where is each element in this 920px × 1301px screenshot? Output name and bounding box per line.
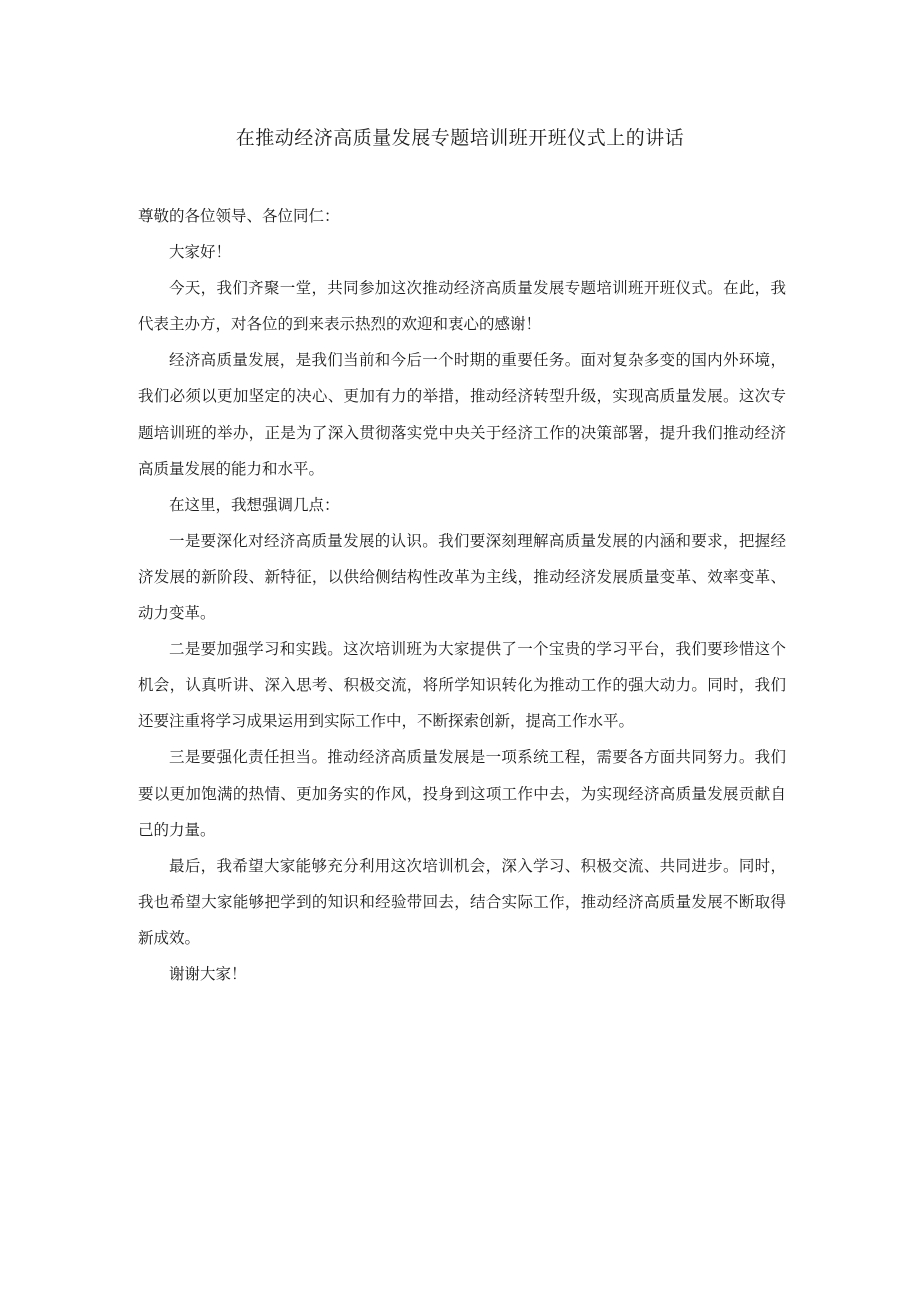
paragraph-thanks: 谢谢大家！ [169, 964, 247, 983]
paragraph-point-one: 一是要深化对经济高质量发展的认识。我们要深刻理解高质量发展的内涵和要求，把握经济发展的新阶段、新特征，以供给侧结构性改革为主线，推动经济发展质量变革、效率变革、动力变革。 [138, 531, 786, 623]
document-title: 在推动经济高质量发展专题培训班开班仪式上的讲话 [235, 127, 685, 149]
paragraph-emphasis-intro: 在这里，我想强调几点： [169, 495, 340, 514]
paragraph-point-two: 二是要加强学习和实践。这次培训班为大家提供了一个宝贵的学习平台，我们要珍惜这个机会，认真听讲、深入思考、积极交流，将所学知识转化为推动工作的强大动力。同时，我们还要注重将学习成果运用到实际工作中，不断探索创新，提高工作水平。 [138, 640, 786, 731]
paragraph-importance: 经济高质量发展，是我们当前和今后一个时期的重要任务。面对复杂多变的国内外环境，我们必须以更加坚定的决心、更加有力的举措，推动经济转型升级，实现高质量发展。这次专题培训班的举办，正是为了深入贯彻落实党中央关于经济工作的决策部署，提升我们推动经济高质量发展的能力和水平。 [138, 351, 786, 478]
paragraph-closing: 最后，我希望大家能够充分利用这次培训机会，深入学习、积极交流、共同进步。同时，我也希望大家能够把学到的知识和经验带回去，结合实际工作，推动经济高质量发展不断取得新成效。 [138, 856, 786, 947]
paragraph-point-three: 三是要强化责任担当。推动经济高质量发展是一项系统工程，需要各方面共同努力。我们要以更加饱满的热情、更加务实的作风，投身到这项工作中去，为实现经济高质量发展贡献自己的力量。 [138, 748, 786, 839]
document-body [138, 198, 786, 992]
paragraph-welcome: 今天，我们齐聚一堂，共同参加这次推动经济高质量发展专题培训班开班仪式。在此，我代表主办方，对各位的到来表示热烈的欢迎和衷心的感谢！ [138, 279, 786, 334]
paragraph-greeting: 大家好！ [169, 243, 232, 262]
salutation: 尊敬的各位领导、各位同仁： [138, 207, 340, 225]
